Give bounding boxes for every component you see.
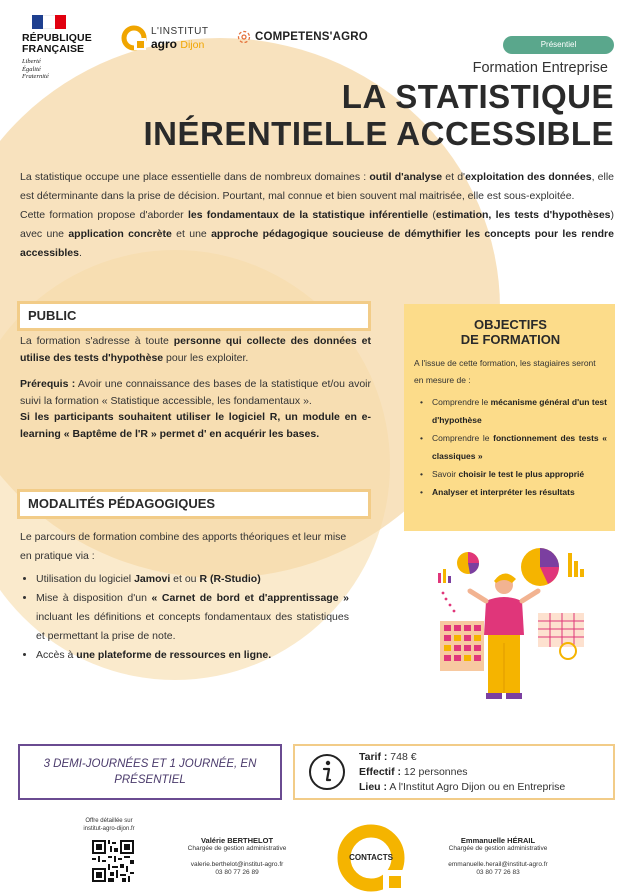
institut-agro-word: agro [151, 36, 178, 51]
institut-agro-icon [121, 25, 147, 51]
institut-agro-logo [121, 25, 208, 51]
contact-name: Emmanuelle HÉRAIL [460, 836, 536, 845]
intro-paragraph-2: Cette formation propose d'aborder les fondamentaux de la statistique inférentielle (estimation, les tests d'hypothèses) avec une application concrète et une approche pédagogique soucieuse de démythifier les concepts pour les rendre accessibles. [20, 209, 614, 259]
public-prerequisites: Prérequis : Avoir une connaissance des bases de la statistique et/ou avoir suivi la formation « Statistique accessible, les fondamentaux ». [20, 378, 371, 407]
public-text [20, 333, 371, 442]
rf-name: RÉPUBLIQUE FRANÇAISE [22, 32, 92, 55]
public-audience: La formation s'adresse à toute personne qui collecte des données et utilise des tests d'hypothèse pour les exploiter. [20, 335, 371, 364]
list-item: • Analyser et interpréter les résultats [414, 483, 607, 501]
contact-phone[interactable]: 03 80 77 26 83 [476, 869, 520, 876]
effectif-line: Effectif : 12 personnes [359, 765, 468, 778]
public-heading: PUBLIC [17, 301, 371, 331]
list-item: • Comprendre le fonctionnement des tests « classiques » [414, 429, 607, 465]
rf-motto: Liberté Égalité Fraternité [22, 58, 49, 80]
competens-flower-icon [237, 30, 251, 44]
institut-dijon-word: Dijon [180, 38, 205, 51]
institut-line1: L'INSTITUT [151, 25, 209, 37]
modalites-heading: MODALITÉS PÉDAGOGIQUES [17, 489, 371, 519]
competens-text: COMPETENS'AGRO [255, 31, 368, 43]
modalites-intro: Le parcours de formation combine des apports théoriques et leur mise en pratique via : [20, 531, 347, 562]
public-r-note: Si les participants souhaitent utiliser le logiciel R, un module en e-learning « Baptême de l'R » permet d' en acquérir les bases. [20, 411, 371, 440]
contact-name: Valérie BERTHELOT [200, 836, 274, 845]
modalites-list [20, 570, 349, 665]
title-line-2: INÉRENTIELLE ACCESSIBLE [143, 115, 614, 152]
tarif-line: Tarif : 748 € [359, 750, 417, 763]
info-icon [307, 752, 347, 792]
republique-francaise-logo [22, 15, 112, 81]
qr-caption: Offre détaillée sur institut-agro-dijon.fr [83, 818, 135, 832]
format-badge: Présentiel [503, 36, 614, 54]
objectives-list [414, 393, 607, 501]
title-line-1: LA STATISTIQUE [341, 78, 614, 115]
duration-box: 3 DEMI-JOURNÉES ET 1 JOURNÉE, EN PRÉSENTIEL [18, 744, 282, 800]
contacts-label: CONTACTS [349, 853, 393, 862]
objectives-intro: A l'issue de cette formation, les stagiaires seront en mesure de : [414, 358, 596, 385]
info-box [293, 744, 615, 800]
contact-role: Chargée de gestion administrative [448, 845, 548, 852]
french-flag-icon [32, 15, 66, 29]
contact-berthelot [162, 836, 312, 877]
contact-role: Chargée de gestion administrative [187, 845, 287, 852]
statistics-person-illustration [408, 543, 604, 711]
contact-email[interactable]: valerie.berthelot@institut-agro.fr [190, 861, 284, 868]
contact-herail [418, 836, 578, 877]
list-item: • Comprendre le mécanisme général d'un test d'hypothèse [414, 393, 607, 429]
list-item: • Accès à une plateforme de ressources en ligne. [36, 646, 349, 665]
qr-code-icon[interactable] [92, 840, 134, 882]
intro-text [20, 168, 614, 263]
subtitle: Formation Entreprise [472, 60, 608, 76]
competens-agro-logo [237, 30, 368, 44]
contact-phone[interactable]: 03 80 77 26 89 [215, 869, 259, 876]
objectives-title: OBJECTIFS DE FORMATION [460, 317, 561, 347]
intro-paragraph-1: La statistique occupe une place essentielle dans de nombreux domaines : outil d'analyse et d'exploitation des données, elle est déterminante dans la prise de décision. Pourtant, mal connue et bien souvent mal maitrisée, elle est sous-exploitée. [20, 171, 614, 202]
contact-email[interactable]: emmanuelle.herail@institut-agro.fr [448, 861, 548, 868]
lieu-line: Lieu : A l'Institut Agro Dijon ou en Entreprise [359, 780, 566, 793]
objectives-box [404, 304, 615, 531]
page-title [144, 78, 615, 152]
modalites-text [20, 528, 349, 665]
list-item: • Mise à disposition d'un « Carnet de bord et d'apprentissage » incluant les définitions et concepts fondamentaux des statistiques et permettant la prise de note. [36, 589, 349, 646]
list-item: • Savoir choisir le test le plus approprié [414, 465, 607, 483]
list-item: • Utilisation du logiciel Jamovi et ou R (R-Studio) [36, 570, 349, 589]
